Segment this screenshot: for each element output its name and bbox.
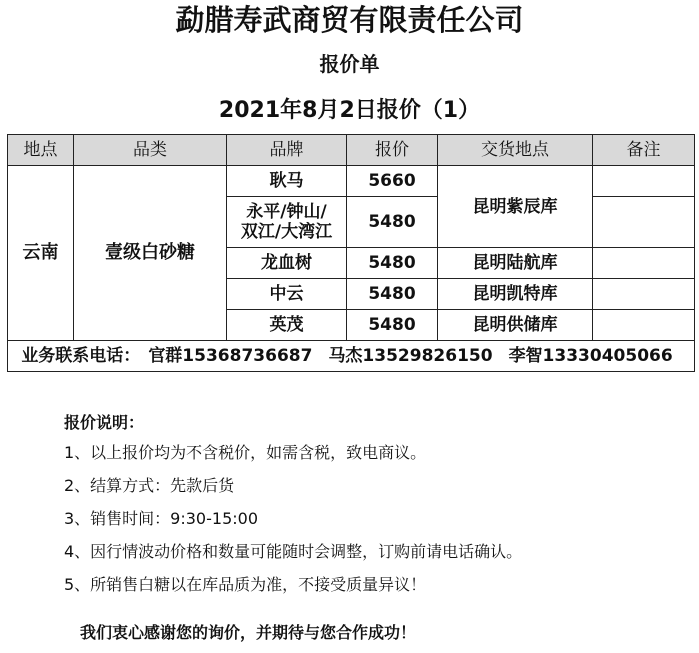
brand-cell: 龙血树 xyxy=(227,248,347,279)
col-header-category: 品类 xyxy=(74,135,227,166)
table-header-row xyxy=(8,135,695,166)
note-item: 5、所销售白糖以在库品质为准，不接受质量异议！ xyxy=(64,575,427,594)
contact-phone: 李智13330405066 xyxy=(508,346,673,366)
price-cell: 5480 xyxy=(347,248,438,279)
price-table xyxy=(7,134,695,372)
thanks-message: 我们衷心感谢您的询价，并期待与您合作成功！ xyxy=(80,623,417,642)
col-header-remarks: 备注 xyxy=(593,135,695,166)
note-item: 2、结算方式：先款后货 xyxy=(64,476,235,495)
brand-cell: 英茂 xyxy=(227,310,347,341)
company-name: 勐腊寿武商贸有限责任公司 xyxy=(175,3,524,37)
notes-heading: 报价说明： xyxy=(64,413,145,432)
delivery-cell: 昆明供储库 xyxy=(438,310,593,341)
note-item: 4、因行情波动价格和数量可能随时会调整，订购前请电话确认。 xyxy=(64,542,523,561)
col-header-location: 地点 xyxy=(8,135,74,166)
brand-cell: 永平/钟山/ 双江/大湾江 xyxy=(227,197,347,248)
contact-phone: 马杰13529826150 xyxy=(328,346,493,366)
remarks-cell xyxy=(593,197,695,248)
note-item: 1、以上报价均为不含税价，如需含税，致电商议。 xyxy=(64,443,427,462)
quote-date-title: 2021年8月2日报价（1） xyxy=(218,98,481,123)
price-cell: 5480 xyxy=(347,197,438,248)
delivery-cell: 昆明凯特库 xyxy=(438,279,593,310)
location-cell: 云南 xyxy=(8,166,74,341)
delivery-cell: 昆明陆航库 xyxy=(438,248,593,279)
contact-label: 业务联系电话： xyxy=(21,346,141,366)
quote-notes xyxy=(64,410,684,601)
remarks-cell xyxy=(593,279,695,310)
contact-row xyxy=(8,341,695,372)
price-cell: 5480 xyxy=(347,279,438,310)
brand-cell: 中云 xyxy=(227,279,347,310)
remarks-cell xyxy=(593,310,695,341)
document-title: 报价单 xyxy=(319,52,380,76)
delivery-cell: 昆明紫辰库 xyxy=(438,166,593,248)
col-header-brand: 品牌 xyxy=(227,135,347,166)
contact-phone: 官群15368736687 xyxy=(148,346,313,366)
contact-cell xyxy=(8,341,695,372)
remarks-cell xyxy=(593,248,695,279)
col-header-delivery: 交货地点 xyxy=(438,135,593,166)
note-item: 3、销售时间：9:30-15:00 xyxy=(64,509,258,528)
price-cell: 5660 xyxy=(347,166,438,197)
price-cell: 5480 xyxy=(347,310,438,341)
category-cell: 壹级白砂糖 xyxy=(74,166,227,341)
col-header-price: 报价 xyxy=(347,135,438,166)
brand-cell: 耿马 xyxy=(227,166,347,197)
table-row xyxy=(8,166,695,197)
remarks-cell xyxy=(593,166,695,197)
